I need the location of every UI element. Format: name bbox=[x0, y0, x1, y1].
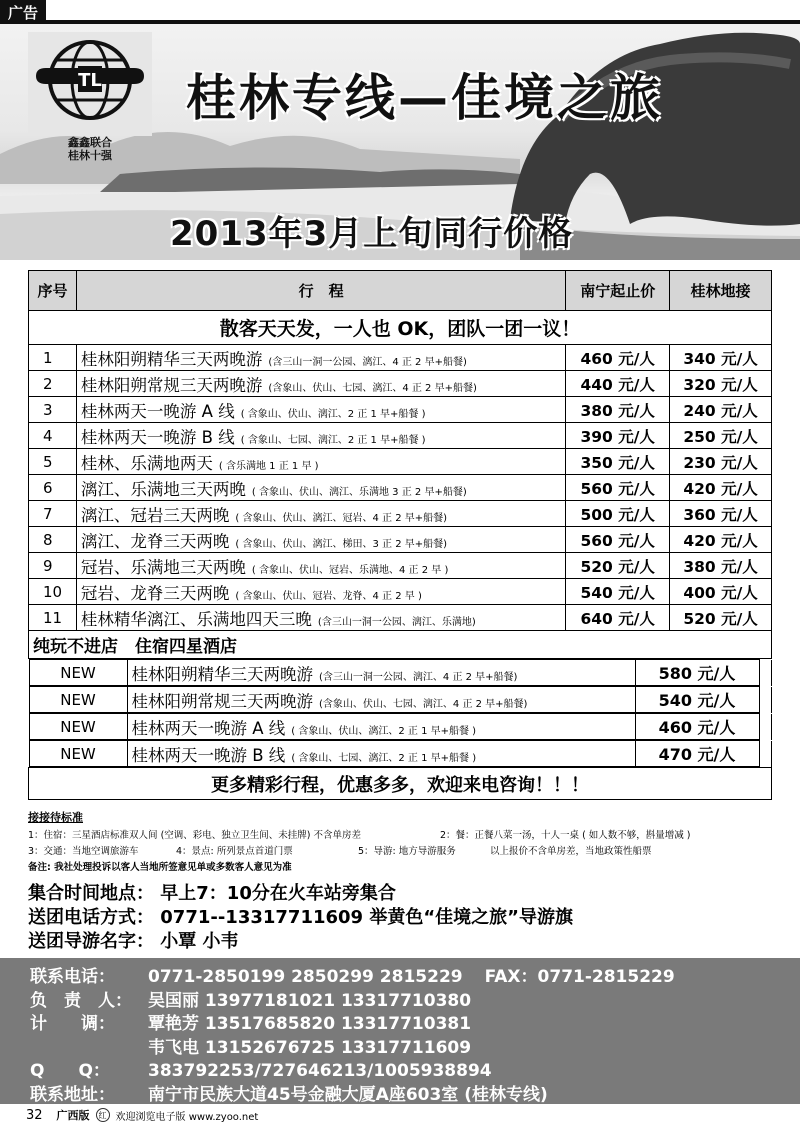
table-row bbox=[29, 423, 772, 449]
price-nanning: 560 元/人 bbox=[566, 475, 670, 501]
price-guilin: 230 元/人 bbox=[670, 449, 772, 475]
banner bbox=[0, 24, 800, 260]
logo-caption bbox=[40, 136, 140, 162]
qq-label: Q Q： bbox=[30, 1061, 110, 1081]
route-inclusions: ( 含象山、七园、漓江、2 正 1 早+船餐 ) bbox=[240, 434, 426, 446]
meeting-info bbox=[28, 882, 772, 954]
table-row bbox=[29, 553, 772, 579]
plan-label: 计 调： bbox=[30, 1014, 115, 1034]
route-inclusions: (含三山一洞一公园、漓江、乐满地) bbox=[317, 616, 476, 628]
meeting-line-3: 送团导游名字： 小覃 小韦 bbox=[28, 931, 239, 952]
price-guilin: 360 元/人 bbox=[670, 501, 772, 527]
new-price: 540 元/人 bbox=[635, 687, 759, 713]
note-3: 3：交通：当地空调旅游车 bbox=[28, 846, 139, 857]
new-price: 460 元/人 bbox=[635, 714, 759, 740]
price-guilin: 320 元/人 bbox=[670, 371, 772, 397]
new-route bbox=[127, 687, 635, 713]
notes bbox=[28, 810, 772, 876]
route-inclusions: (含三山一洞一公园、漓江、4 正 2 早+船餐) bbox=[319, 671, 518, 683]
section-row bbox=[29, 631, 772, 659]
route-inclusions: ( 含象山、伏山、冠岩、龙脊、4 正 2 早 ) bbox=[235, 590, 422, 602]
new-badge: NEW bbox=[29, 660, 127, 686]
route-inclusions: ( 含象山、伏山、漓江、2 正 1 早+船餐 ) bbox=[291, 725, 477, 737]
row-no: 11 bbox=[29, 605, 77, 631]
qq-numbers: 383792253/727646213/1005938894 bbox=[148, 1061, 492, 1081]
table-header-row bbox=[29, 271, 772, 311]
ad-tag: 广告 bbox=[0, 0, 46, 24]
route-name: 桂林、乐满地两天 bbox=[80, 453, 213, 473]
new-rows bbox=[29, 659, 772, 768]
svg-text:TL: TL bbox=[78, 70, 102, 91]
contact-phone-line bbox=[30, 966, 800, 990]
new-badge: NEW bbox=[29, 714, 127, 740]
new-table-row bbox=[29, 740, 772, 768]
phone-numbers: 0771-2850199 2850299 2815229 bbox=[148, 967, 463, 987]
row-no: 6 bbox=[29, 475, 77, 501]
price-guilin: 380 元/人 bbox=[670, 553, 772, 579]
fax-number: FAX：0771-2815229 bbox=[484, 967, 675, 987]
contact-panel bbox=[0, 958, 800, 1104]
table-footer: 更多精彩行程，优惠多多，欢迎来电咨询！！！ bbox=[29, 768, 772, 800]
meeting-line-1: 集合时间地点： 早上7：10分在火车站旁集合 bbox=[28, 883, 396, 904]
table-row bbox=[29, 527, 772, 553]
row-route bbox=[76, 579, 565, 605]
table-row bbox=[29, 345, 772, 371]
plan-info-1: 覃艳芳 13517685820 13317710381 bbox=[148, 1014, 472, 1034]
address: 南宁市民族大道45号金融大厦A座603室 (桂林专线) bbox=[148, 1084, 548, 1105]
route-name: 桂林阳朔精华三天两晚游 bbox=[131, 664, 313, 684]
route-name: 冠岩、龙脊三天两晚 bbox=[80, 583, 230, 603]
table-row bbox=[29, 475, 772, 501]
row-no: 9 bbox=[29, 553, 77, 579]
notes-remark: 备注: 我社处理投诉以客人当地所签意见单或多数客人意见为准 bbox=[28, 862, 292, 873]
route-name: 桂林阳朔常规三天两晚游 bbox=[80, 375, 263, 395]
header-no: 序号 bbox=[29, 271, 77, 311]
row-route bbox=[76, 527, 565, 553]
new-route bbox=[127, 714, 635, 740]
footer-row bbox=[29, 768, 772, 800]
price-nanning: 460 元/人 bbox=[566, 345, 670, 371]
row-no: 2 bbox=[29, 371, 77, 397]
price-guilin: 520 元/人 bbox=[670, 605, 772, 631]
price-nanning: 560 元/人 bbox=[566, 527, 670, 553]
table-row bbox=[29, 605, 772, 631]
logo-text-2: 桂林十强 bbox=[68, 149, 112, 162]
price-table bbox=[28, 270, 772, 800]
notes-row-1 bbox=[28, 828, 772, 844]
page-footer bbox=[0, 1104, 800, 1126]
price-nanning: 350 元/人 bbox=[566, 449, 670, 475]
price-guilin: 340 元/人 bbox=[670, 345, 772, 371]
route-name: 桂林阳朔常规三天两晚游 bbox=[131, 691, 313, 711]
new-table-row bbox=[29, 713, 772, 740]
header-price-nn: 南宁起止价 bbox=[566, 271, 670, 311]
route-name: 桂林阳朔精华三天两晚游 bbox=[80, 349, 263, 369]
slogan: 散客天天发，一人也 OK，团队一团一议！ bbox=[29, 311, 772, 345]
edition-label: 广西版 bbox=[56, 1109, 90, 1122]
page-number: 32 bbox=[26, 1107, 43, 1123]
route-name: 漓江、冠岩三天两晚 bbox=[80, 505, 230, 525]
page-title: 桂林专线—佳境之旅 bbox=[186, 69, 663, 127]
table-row bbox=[29, 397, 772, 423]
row-no: 8 bbox=[29, 527, 77, 553]
route-inclusions: ( 含象山、伏山、漓江、2 正 1 早+船餐 ) bbox=[240, 408, 426, 420]
row-route bbox=[76, 449, 565, 475]
row-no: 4 bbox=[29, 423, 77, 449]
table-row bbox=[29, 371, 772, 397]
row-route bbox=[76, 501, 565, 527]
contact-qq-line bbox=[30, 1060, 800, 1084]
contact-plan-line-2 bbox=[30, 1037, 800, 1061]
header-price-gl: 桂林地接 bbox=[670, 271, 772, 311]
meeting-line-2: 送团电话方式： 0771--13317711609 举黄色“佳境之旅”导游旗 bbox=[28, 907, 573, 928]
price-nanning: 500 元/人 bbox=[566, 501, 670, 527]
new-price: 580 元/人 bbox=[635, 660, 759, 686]
route-inclusions: ( 含象山、伏山、漓江、乐满地 3 正 2 早+船餐) bbox=[251, 486, 467, 498]
route-inclusions: ( 含象山、七园、漓江、2 正 1 早+船餐 ) bbox=[291, 752, 477, 764]
price-guilin: 400 元/人 bbox=[670, 579, 772, 605]
price-nanning: 520 元/人 bbox=[566, 553, 670, 579]
owner-label: 负 责 人： bbox=[30, 990, 132, 1011]
row-route bbox=[76, 397, 565, 423]
phone-label: 联系电话： bbox=[30, 967, 115, 987]
row-route bbox=[76, 475, 565, 501]
row-route bbox=[76, 553, 565, 579]
route-inclusions: (含三山一洞一公园、漓江、4 正 2 早+船餐) bbox=[268, 356, 467, 368]
row-route bbox=[76, 423, 565, 449]
route-name: 漓江、乐满地三天两晚 bbox=[80, 479, 246, 499]
new-route bbox=[127, 741, 635, 767]
table-row bbox=[29, 579, 772, 605]
route-inclusions: ( 含象山、伏山、漓江、冠岩、4 正 2 早+船餐) bbox=[235, 512, 448, 524]
logo-text-1: 鑫鑫联合 bbox=[68, 136, 112, 149]
route-inclusions: (含象山、伏山、七园、漓江、4 正 2 早+船餐) bbox=[319, 698, 528, 710]
route-name: 漓江、龙脊三天两晚 bbox=[80, 531, 230, 551]
price-nanning: 640 元/人 bbox=[566, 605, 670, 631]
new-route bbox=[127, 660, 635, 686]
row-no: 10 bbox=[29, 579, 77, 605]
header-route: 行 程 bbox=[76, 271, 565, 311]
price-guilin: 250 元/人 bbox=[670, 423, 772, 449]
price-guilin: 420 元/人 bbox=[670, 475, 772, 501]
row-route bbox=[76, 371, 565, 397]
table-row bbox=[29, 501, 772, 527]
route-inclusions: ( 含乐满地 1 正 1 早 ) bbox=[218, 460, 319, 472]
row-no: 7 bbox=[29, 501, 77, 527]
plan-info-2: 韦飞电 13152676725 13317711609 bbox=[148, 1037, 472, 1058]
route-name: 桂林两天一晚游 A 线 bbox=[131, 718, 286, 738]
route-rows bbox=[29, 345, 772, 631]
route-name: 桂林精华漓江、乐满地四天三晚 bbox=[80, 609, 312, 629]
new-badge: NEW bbox=[29, 741, 127, 767]
new-table-row bbox=[29, 659, 772, 687]
contact-plan-line-1 bbox=[30, 1013, 800, 1037]
contact-owner-line bbox=[30, 990, 800, 1014]
new-badge: NEW bbox=[29, 687, 127, 713]
notes-row-2 bbox=[28, 844, 772, 860]
route-name: 桂林两天一晚游 B 线 bbox=[131, 745, 286, 765]
globe-logo-icon bbox=[28, 32, 152, 136]
price-guilin: 240 元/人 bbox=[670, 397, 772, 423]
address-label: 联系地址： bbox=[30, 1084, 115, 1105]
route-inclusions: ( 含象山、伏山、冠岩、乐满地、4 正 2 早 ) bbox=[251, 564, 449, 576]
note-4: 4：景点: 所列景点首道门票 bbox=[176, 846, 293, 857]
route-name: 桂林两天一晚游 A 线 bbox=[80, 401, 235, 421]
notes-title: 接接待标准 bbox=[28, 811, 83, 824]
section-title: 纯玩不进店 住宿四星酒店 bbox=[29, 631, 772, 659]
price-nanning: 390 元/人 bbox=[566, 423, 670, 449]
note-5: 5：导游: 地方导游服务 bbox=[358, 846, 456, 857]
row-no: 5 bbox=[29, 449, 77, 475]
note-2: 2：餐：正餐八菜一汤，十人一桌 ( 如人数不够，斟量增减 ) bbox=[440, 830, 691, 841]
owner-info: 吴国丽 13977181021 13317710380 bbox=[148, 990, 472, 1011]
route-inclusions: (含象山、伏山、七园、漓江、4 正 2 早+船餐) bbox=[268, 382, 477, 394]
row-no: 1 bbox=[29, 345, 77, 371]
price-nanning: 540 元/人 bbox=[566, 579, 670, 605]
slogan-row bbox=[29, 311, 772, 345]
route-inclusions: ( 含象山、伏山、漓江、梯田、3 正 2 早+船餐) bbox=[235, 538, 448, 550]
row-route bbox=[76, 605, 565, 631]
note-6: 以上报价不含单房差，当地政策性船票 bbox=[490, 846, 652, 857]
new-price: 470 元/人 bbox=[635, 741, 759, 767]
footer-website-text[interactable]: 欢迎浏览电子版 www.zyoo.net bbox=[115, 1111, 259, 1123]
new-table-row bbox=[29, 686, 772, 713]
row-no: 3 bbox=[29, 397, 77, 423]
price-nanning: 440 元/人 bbox=[566, 371, 670, 397]
route-name: 桂林两天一晚游 B 线 bbox=[80, 427, 235, 447]
price-guilin: 420 元/人 bbox=[670, 527, 772, 553]
route-name: 冠岩、乐满地三天两晚 bbox=[80, 557, 246, 577]
row-route bbox=[76, 345, 565, 371]
page-subtitle: 2013年3月上旬同行价格 bbox=[170, 214, 574, 254]
table-row bbox=[29, 449, 772, 475]
price-nanning: 380 元/人 bbox=[566, 397, 670, 423]
edition-badge-icon: 红 bbox=[96, 1108, 110, 1122]
note-1: 1：住宿：三星酒店标准双人间 (空调、彩电、独立卫生间、未挂牌) 不含单房差 bbox=[28, 830, 361, 841]
